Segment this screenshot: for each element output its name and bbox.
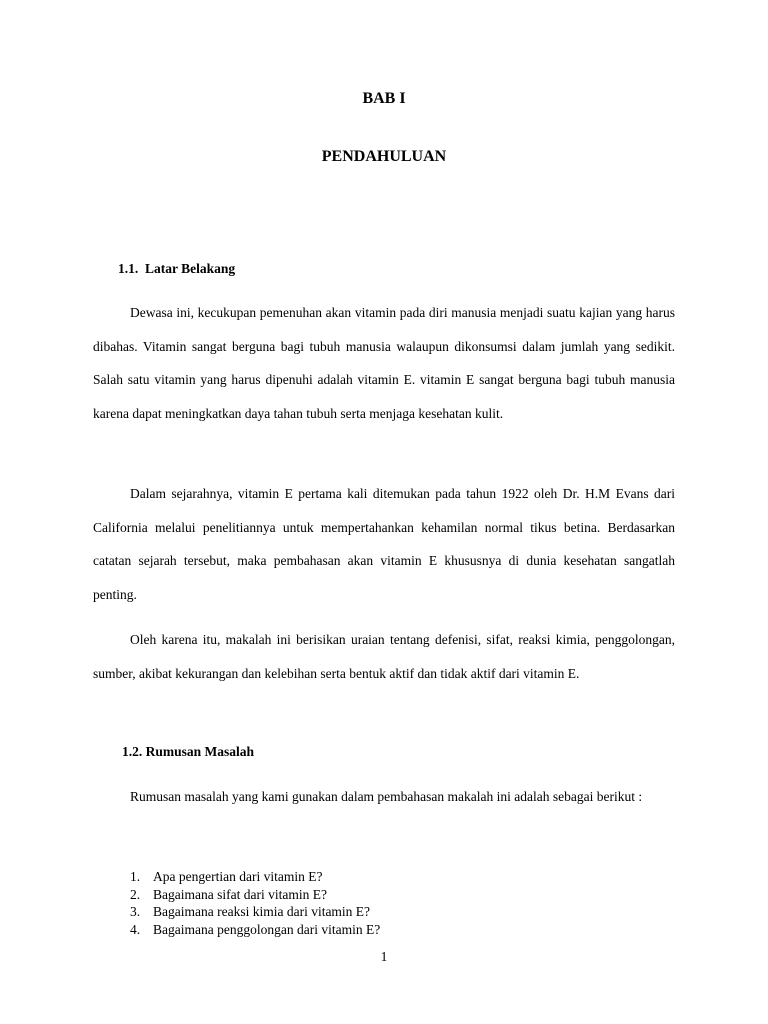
list-item-number: 4. <box>130 921 141 937</box>
section-heading-latar-belakang: 1.1. Latar Belakang <box>118 261 236 276</box>
page-number: 1 <box>380 949 388 964</box>
list-item-number: 2. <box>130 886 141 902</box>
list-item-number: 1. <box>130 869 141 884</box>
list-item <box>130 886 380 904</box>
problem-list <box>130 868 380 938</box>
paragraph: Oleh karena itu, makalah ini berisikan uraian tentang defenisi, sifat, reaksi kimia, penggolongan, sumber, akibat kekurangan dan kelebihan serta bentuk aktif dan tidak aktif dari vitamin E. <box>93 632 675 681</box>
list-item-text: Bagaimana sifat dari vitamin E? <box>153 886 327 902</box>
paragraph: Dalam sejarahnya, vitamin E pertama kali ditemukan pada tahun 1922 oleh Dr. H.M Evans dari California melalui penelitiannya untuk mempertahankan kehamilan normal tikus betina. Berdasarkan catatan sejarah tersebut, maka pembahasan akan vitamin E khususnya di dunia kesehatan sangatlah penting. <box>93 486 675 602</box>
list-item-number: 3. <box>130 904 141 919</box>
list-item-text: Apa pengertian dari vitamin E? <box>153 869 323 884</box>
list-item-text: Bagaimana reaksi kimia dari vitamin E? <box>153 904 371 919</box>
chapter-number: BAB I <box>362 90 406 107</box>
section-heading-rumusan-masalah: 1.2. Rumusan Masalah <box>122 744 255 759</box>
list-item <box>130 868 380 886</box>
chapter-title: PENDAHULUAN <box>321 148 447 165</box>
paragraph: Rumusan masalah yang kami gunakan dalam pembahasan makalah ini adalah sebagai berikut : <box>130 789 643 804</box>
list-item-text: Bagaimana penggolongan dari vitamin E? <box>153 921 381 937</box>
paragraph: Dewasa ini, kecukupan pemenuhan akan vitamin pada diri manusia menjadi suatu kajian yang harus dibahas. Vitamin sangat berguna bagi tubuh manusia walaupun dikonsumsi dalam jumlah yang sedikit. Salah satu vitamin yang harus dipenuhi adalah vitamin E. vitamin E sangat berguna bagi tubuh manusia karena dapat meningkatkan daya tahan tubuh serta menjaga kesehatan kulit. <box>93 305 675 421</box>
list-item <box>130 921 380 939</box>
list-item <box>130 903 380 921</box>
